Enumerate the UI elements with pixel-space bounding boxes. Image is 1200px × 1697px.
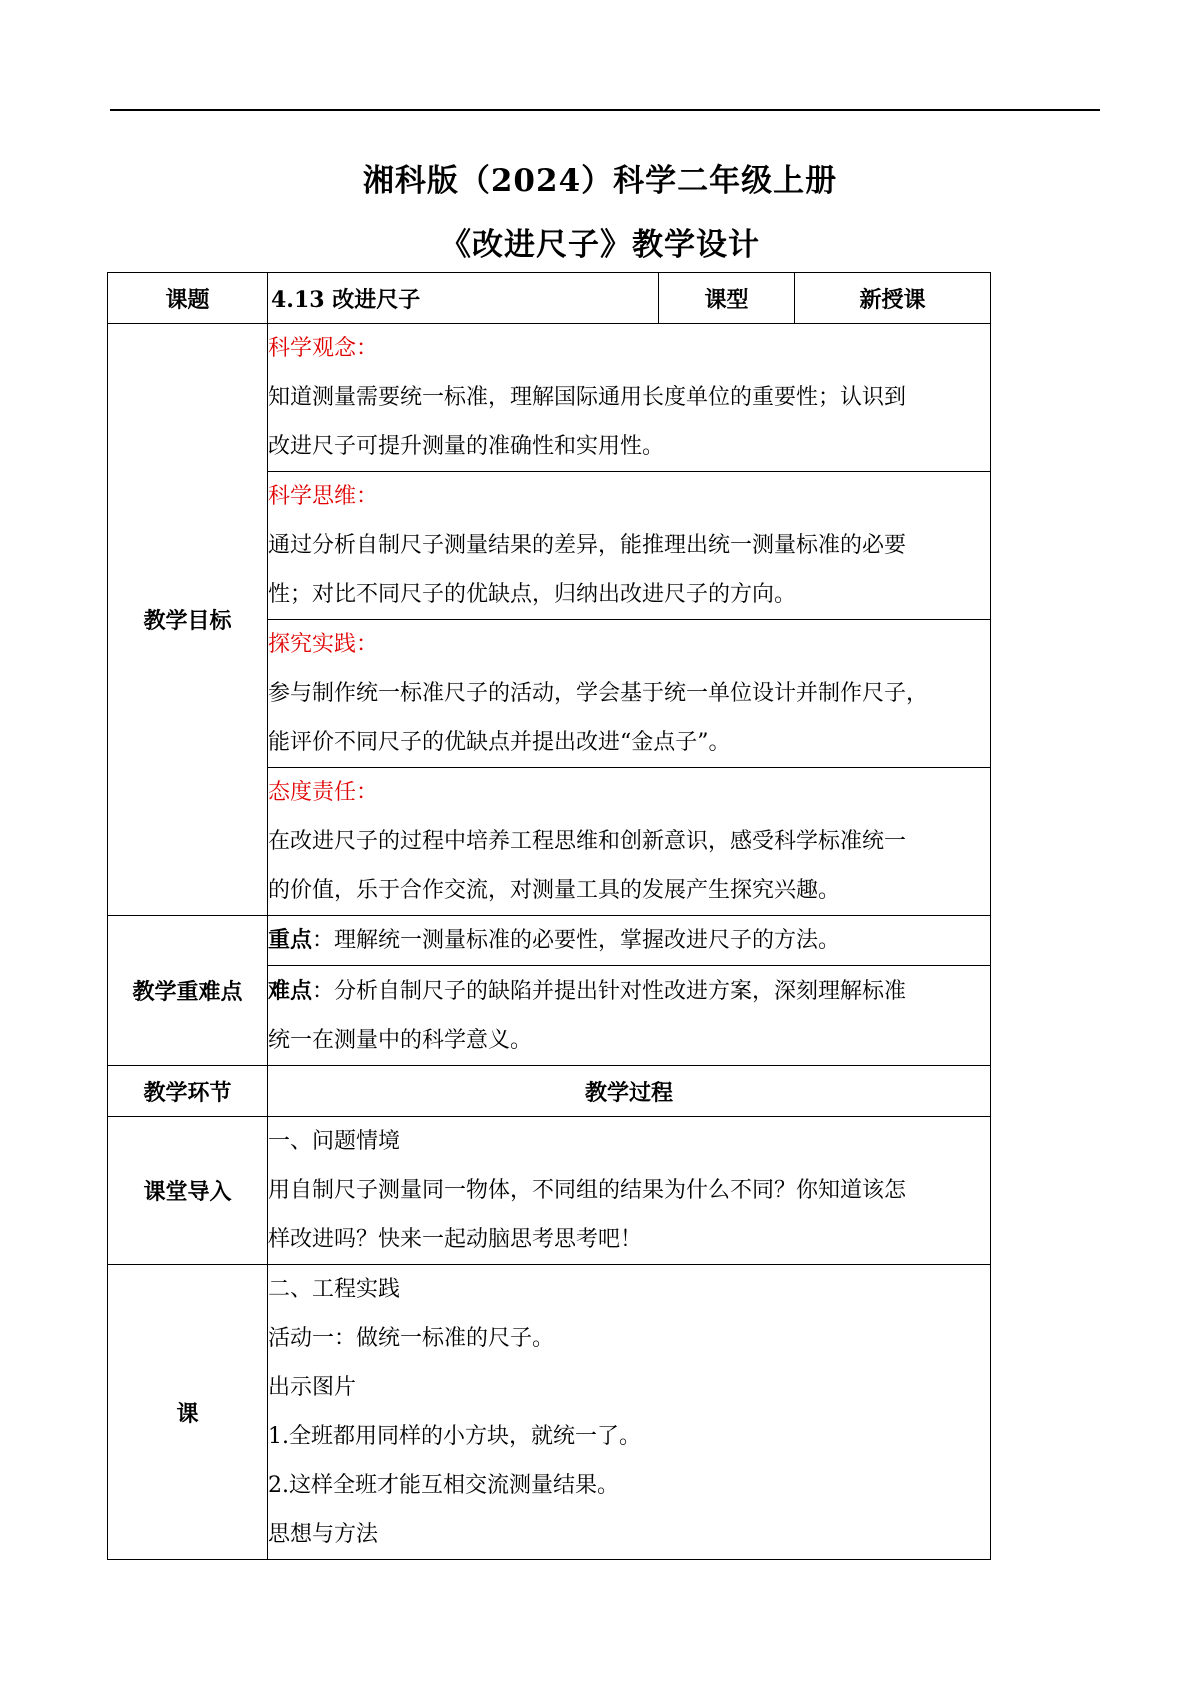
objective-text: 在改进尺子的过程中培养工程思维和创新意识，感受科学标准统一 [268,829,907,854]
objective-text: 性；对比不同尺子的优缺点，归纳出改进尺子的方向。 [268,582,797,607]
key-points-label: 教学重难点 [108,916,268,1066]
header-rule [110,109,1100,111]
practice-line: 1.全班都用同样的小方块，就统一了。 [268,1424,641,1449]
objective-heading: 科学观念： [268,336,379,361]
difficulty-text: ：分析自制尺子的缺陷并提出针对性改进方案，深刻理解标准 [312,978,907,1004]
topic-row [108,273,991,324]
document-subtitle: 《改进尺子》教学设计 [440,227,760,263]
process-header: 教学过程 [268,1066,991,1117]
difficulty-label: 难点 [268,977,313,1004]
practice-line: 2.这样全班才能互相交流测量结果。 [268,1473,619,1498]
objective-heading: 科学思维： [268,484,379,509]
practice-line: 思想与方法 [268,1522,379,1547]
objective-text: 改进尺子可提升测量的准确性和实用性。 [268,434,665,459]
objective-attitude [268,768,991,916]
type-value: 新授课 [795,273,991,324]
intro-content [268,1117,991,1265]
document-title: 湘科版（2024）科学二年级上册 [362,163,838,199]
objective-text: 参与制作统一标准尺子的活动，学会基于统一单位设计并制作尺子， [268,681,929,706]
focus-text: ：理解统一测量标准的必要性，掌握改进尺子的方法。 [312,928,841,953]
practice-line: 活动一：做统一标准的尺子。 [268,1326,555,1351]
lesson-plan-table [107,272,991,1560]
process-header-row [108,1066,991,1117]
topic-label: 课题 [108,273,268,324]
practice-line: 出示图片 [268,1375,357,1400]
objective-thinking [268,472,991,620]
practice-line: 二、工程实践 [268,1277,401,1302]
focus-row [108,916,991,966]
topic-value: 4.13 改进尺子 [268,273,659,324]
focus-label: 重点 [268,927,313,953]
focus-cell [268,916,991,966]
objective-text: 知道测量需要统一标准，理解国际通用长度单位的重要性；认识到 [268,385,907,410]
objective-heading: 探究实践： [268,632,379,657]
practice-label: 课 [108,1265,268,1560]
objectives-label: 教学目标 [108,324,268,916]
objective-concept [268,324,991,472]
objective-text: 通过分析自制尺子测量结果的差异，能推理出统一测量标准的必要 [268,533,907,558]
practice-row [108,1265,991,1560]
objective-practice [268,620,991,768]
difficulty-cell [268,966,991,1066]
difficulty-text: 统一在测量中的科学意义。 [268,1027,533,1053]
type-label: 课型 [659,273,795,324]
objective-text: 的价值，乐于合作交流，对测量工具的发展产生探究兴趣。 [268,878,841,903]
intro-line: 一、问题情境 [268,1129,401,1154]
intro-line: 用自制尺子测量同一物体，不同组的结果为什么不同？你知道该怎 [268,1178,907,1203]
objective-heading: 态度责任： [268,780,379,805]
stage-header: 教学环节 [108,1066,268,1117]
intro-label: 课堂导入 [108,1117,268,1265]
intro-row [108,1117,991,1265]
objective-row-concept [108,324,991,472]
practice-content [268,1265,991,1560]
objective-text: 能评价不同尺子的优缺点并提出改进“金点子”。 [268,730,731,755]
intro-line: 样改进吗？快来一起动脑思考思考吧！ [268,1227,643,1252]
